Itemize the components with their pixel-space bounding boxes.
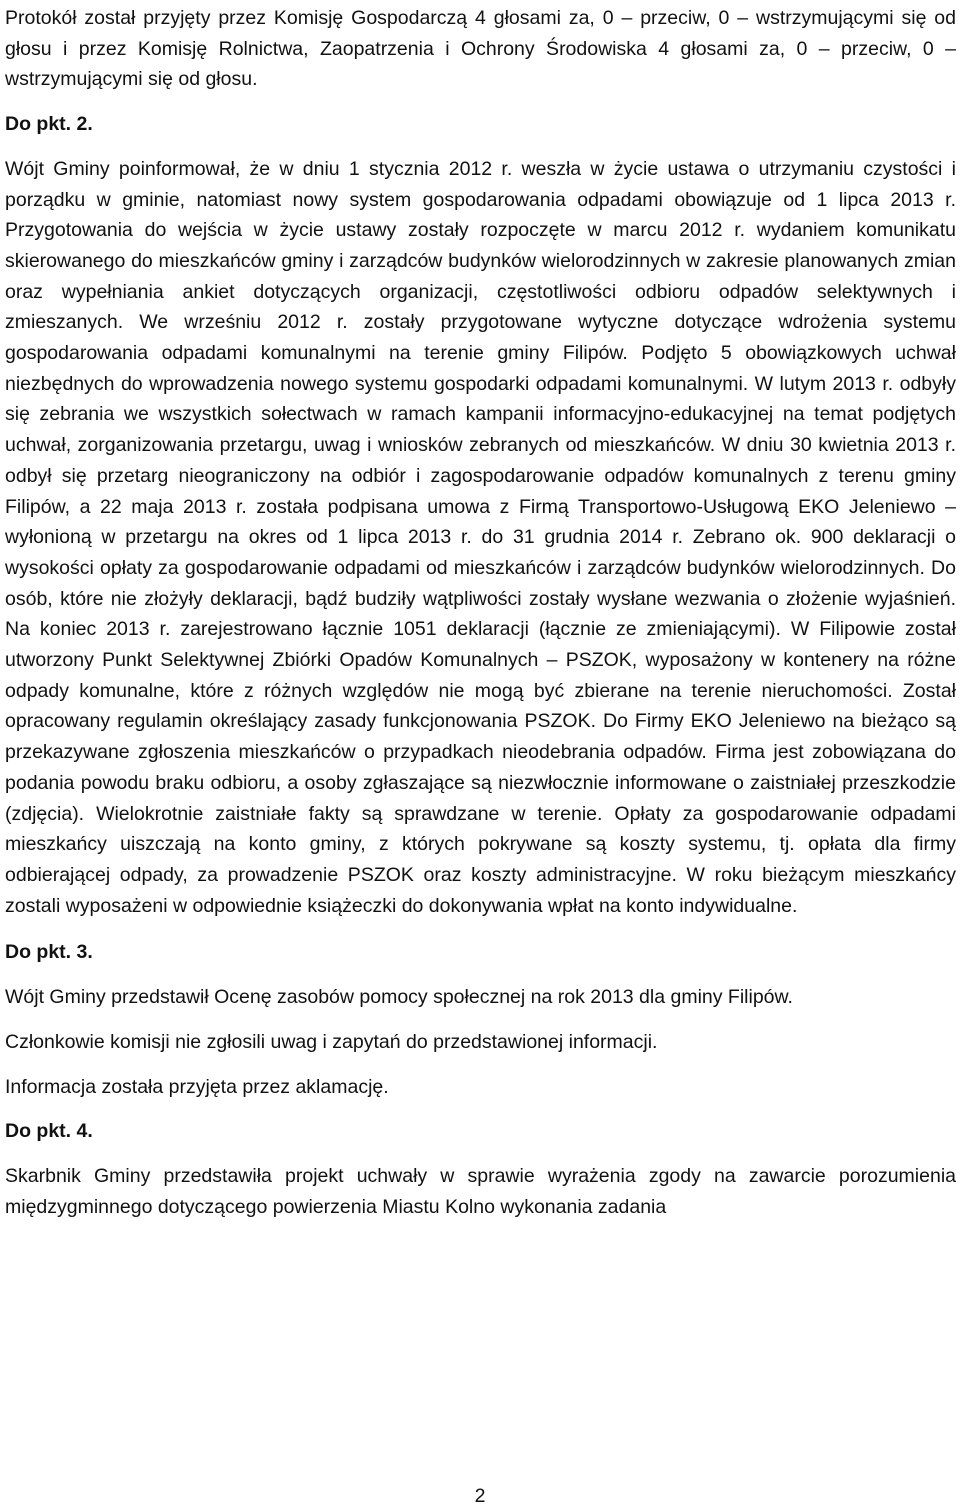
- item-3-paragraph-1: Wójt Gminy przedstawił Ocenę zasobów pomocy społecznej na rok 2013 dla gminy Filipów.: [5, 986, 793, 1009]
- item-3-paragraph-2: Członkowie komisji nie zgłosili uwag i zapytań do przedstawionej informacji.: [5, 1030, 658, 1053]
- item-3-paragraph-3: Informacja została przyjęta przez aklamację.: [5, 1075, 389, 1098]
- page-number: 2: [474, 1485, 486, 1507]
- item-4-heading: Do pkt. 4.: [5, 1120, 93, 1143]
- document-body: [5, 3, 956, 1222]
- item-2-paragraph: Wójt Gminy poinformował, że w dniu 1 stycznia 2012 r. weszła w życie ustawa o utrzymaniu czystości i porządku w gminie, natomiast nowy system gospodarowania odpadami obowiązuje od 1 lipca 2013 r. Przygotowania do wejścia w życie ustawy zostały rozpoczęte w marcu 2012 r. wydaniem komunikatu skierowanego do mieszkańców gminy i zarządców budynków wielorodzinnych w zakresie planowanych zmian oraz wypełniania ankiet dotyczących organizacji, częstotliwości odbioru odpadów selektywnych i zmieszanych. We wrześniu 2012 r. zostały przygotowane wytyczne dotyczące wdrożenia systemu gospodarowania odpadami komunalnymi na terenie gminy Filipów. Podjęto 5 obowiązkowych uchwał niezbędnych do wprowadzenia nowego systemu gospodarki odpadami komunalnymi. W lutym 2013 r. odbyły się zebrania we wszystkich sołectwach w ramach kampanii informacyjno-edukacyjnej na temat podjętych uchwał, zorganizowania przetargu, uwag i wniosków zebranych od mieszkańców. W dniu 30 kwietnia 2013 r. odbył się przetarg nieograniczony na odbiór i zagospodarowanie odpadów komunalnych z terenu gminy Filipów, a 22 maja 2013 r. została podpisana umowa z Firmą Transportowo-Usługową EKO Jeleniewo – wyłonioną w przetargu na okres od 1 lipca 2013 r. do 31 grudnia 2014 r. Zebrano ok. 900 deklaracji o wysokości opłaty za gospodarowanie odpadami od mieszkańców i zarządców budynków wielorodzinnych. Do osób, które nie złożyły deklaracji, bądź budziły wątpliwości zostały wysłane wezwania o złożenie wyjaśnień. Na koniec 2013 r. zarejestrowano łącznie 1051 deklaracji (łącznie ze zmieniającymi). W Filipowie został utworzony Punkt Selektywnej Zbiórki Opadów Komunalnych – PSZOK, wyposażony w kontenery na różne odpady komunalne, które z różnych względów nie mogą być zbierane na terenie nieruchomości. Został opracowany regulamin określający zasady funkcjonowania PSZOK. Do Firmy EKO Jeleniewo na bieżąco są przekazywane zgłoszenia mieszkańców o przypadkach nieodebrania odpadów. Firma jest zobowiązana do podania powodu braku odbioru, a osoby zgłaszające są niezwłocznie informowane o zaistniałej przeszkodzie (zdjęcia). Wielokrotnie zaistniałe fakty są sprawdzane w terenie. Opłaty za gospodarowanie odpadami mieszkańcy uiszczają na konto gminy, z których pokrywane są koszty systemu, tj. opłata dla firmy odbierającej odpady, za prowadzenie PSZOK oraz koszty administracyjne. W roku bieżącym mieszkańcy zostali wyposażeni w odpowiednie książeczki do dokonywania wpłat na konto indywidualne.: [5, 157, 956, 917]
- item-3-heading: Do pkt. 3.: [5, 941, 93, 964]
- item-4-paragraph: Skarbnik Gminy przedstawiła projekt uchwały w sprawie wyrażenia zgody na zawarcie porozumienia międzygminnego dotyczącego powierzenia Miastu Kolno wykonania zadania: [5, 1164, 956, 1218]
- item-2-heading: Do pkt. 2.: [5, 113, 93, 136]
- intro-paragraph: Protokół został przyjęty przez Komisję Gospodarczą 4 głosami za, 0 – przeciw, 0 – wstrzymującymi się od głosu i przez Komisję Rolnictwa, Zaopatrzenia i Ochrony Środowiska 4 głosami za, 0 – przeciw, 0 – wstrzymującymi się od głosu.: [5, 7, 956, 91]
